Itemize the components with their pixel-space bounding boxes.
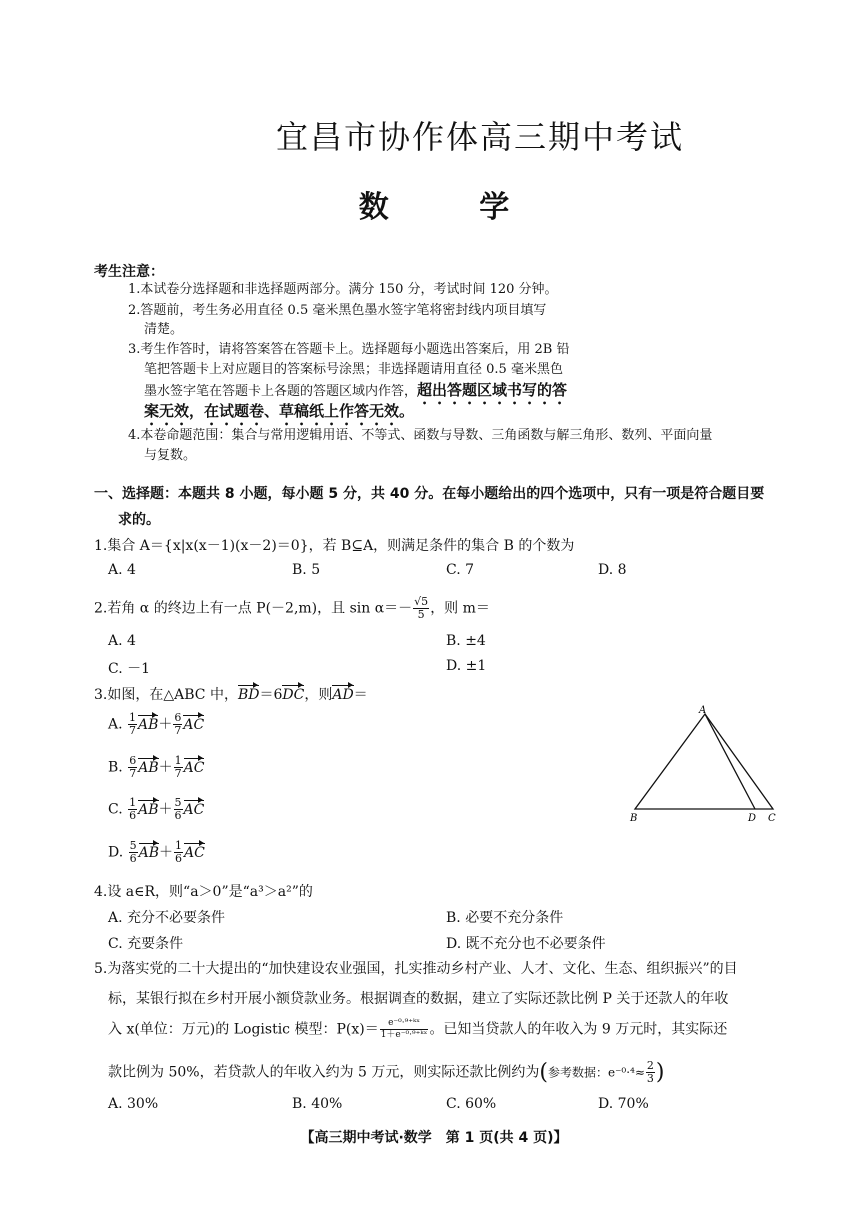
q1-option-d: D. 8	[598, 562, 627, 578]
q2-frac-num: √5	[414, 595, 429, 608]
question-5-line2: 标，某银行拟在乡村开展小额贷款业务。根据调查的数据，建立了实际还款比例 P 关于还款人的年收	[108, 991, 729, 1007]
vector-bd: BD	[237, 687, 260, 703]
frac-num: e⁻⁰·⁹⁺ᵏˣ	[380, 1018, 429, 1030]
frac-num: 1	[129, 711, 137, 724]
frac-den: 6	[129, 809, 137, 822]
q5-option-a: A. 30%	[108, 1096, 159, 1112]
q3-option-c	[108, 797, 204, 822]
frac-den: 7	[129, 724, 137, 737]
frac-den: 7	[129, 767, 137, 780]
q4-option-c: C. 充要条件	[108, 936, 184, 952]
q5-text-2: 。已知当贷款人的年收入为 9 万元时，其实际还	[429, 1021, 728, 1038]
reference-data: 参考数据：e⁻⁰·⁴≈	[547, 1065, 645, 1080]
question-2	[94, 596, 490, 621]
q3-option-d	[108, 840, 205, 865]
notice-item-2-cont: 清楚。	[144, 322, 184, 337]
option-frac-1	[128, 712, 137, 737]
q2-option-a: A. 4	[108, 633, 136, 649]
vector-ab: AB	[138, 716, 159, 733]
notice-item-3-cont1: 笔把答题卡上对应题目的答案标号涂黑；非选择题请用直径 0.5 毫米黑色	[144, 362, 563, 377]
paren-open: (	[539, 1060, 548, 1085]
option-label: C.	[108, 801, 123, 818]
plus-sign: ＋	[158, 801, 173, 818]
option-label: D.	[108, 844, 124, 861]
q3-text-end: ＝	[353, 687, 368, 703]
option-frac-1	[128, 797, 137, 822]
q3-text-2: ，则	[304, 687, 333, 703]
frac-den: 1＋e⁻⁰·⁹⁺ᵏˣ	[380, 1030, 428, 1040]
frac-den: 3	[646, 1072, 654, 1085]
frac-num: 6	[129, 754, 137, 767]
q5-option-d: D. 70%	[598, 1096, 649, 1112]
q5-option-c: C. 60%	[446, 1096, 497, 1112]
notice-item-2: 2.答题前，考生务必用直径 0.5 毫米黑色墨水签字笔将密封线内项目填写	[128, 303, 547, 318]
vector-ac: AC	[183, 759, 205, 776]
frac-num: 1	[129, 796, 137, 809]
label-c: C	[768, 813, 776, 824]
vector-ab: AB	[138, 759, 159, 776]
segment-ad	[705, 714, 755, 809]
frac-num: 5	[129, 839, 137, 852]
notice-item-4-cont: 与复数。	[144, 448, 197, 463]
frac-den: 7	[174, 724, 182, 737]
frac-num: 5	[174, 796, 182, 809]
frac-num: 1	[174, 754, 182, 767]
reference-fraction	[646, 1060, 655, 1085]
q4-option-b: B. 必要不充分条件	[446, 910, 564, 926]
q2-option-c: C. －1	[108, 661, 151, 677]
vector-dc: DC	[282, 687, 305, 703]
q3-eq: ＝6	[259, 687, 283, 703]
option-label: A.	[108, 716, 123, 733]
q1-option-b: B. 5	[292, 562, 321, 578]
question-4: 4.设 a∈R，则“a＞0”是“a³＞a²”的	[94, 884, 313, 900]
frac-den: 6	[129, 852, 137, 865]
frac-den: 7	[174, 767, 182, 780]
q5-text-3: 款比例为 50%，若贷款人的年收入约为 5 万元，则实际还款比例约为	[108, 1064, 540, 1081]
q2-text: 2.若角 α 的终边上有一点 P(－2,m)，且 sin α＝－	[94, 600, 413, 617]
notice-item-4: 4.本卷命题范围：集合与常用逻辑用语、不等式、函数与导数、三角函数与解三角形、数列、平面向量	[128, 428, 713, 443]
logistic-fraction	[380, 1018, 429, 1041]
option-frac-1	[129, 840, 138, 865]
q3-option-b	[108, 755, 204, 780]
plus-sign: ＋	[158, 759, 173, 776]
frac-num: 2	[646, 1059, 654, 1072]
question-1: 1.集合 A＝{x|x(x－1)(x－2)＝0}，若 B⊆A，则满足条件的集合 B 的个数为	[94, 538, 575, 554]
vector-ad: AD	[332, 687, 354, 703]
q4-option-d: D. 既不充分也不必要条件	[446, 936, 606, 952]
vector-ab: AB	[138, 801, 159, 818]
section-heading-cont: 求的。	[118, 512, 160, 528]
q2-option-b: B. ±4	[446, 633, 486, 649]
notice-emphasis-2: 案无效，在试题卷、草稿纸上作答无效。	[144, 402, 415, 420]
q5-option-b: B. 40%	[292, 1096, 343, 1112]
option-label: B.	[108, 759, 123, 776]
question-5-line3	[108, 1018, 727, 1041]
vector-ac: AC	[183, 716, 205, 733]
q3-option-a	[108, 712, 204, 737]
exam-title: 宜昌市协作体高三期中考试	[275, 118, 684, 156]
q1-option-a: A. 4	[108, 562, 136, 578]
notice-emphasis-1: 超出答题区域书写的答	[417, 381, 568, 399]
frac-den: 6	[175, 852, 183, 865]
notice-item-1: 1.本试卷分选择题和非选择题两部分。满分 150 分，考试时间 120 分钟。	[128, 282, 558, 297]
vector-ac: AC	[184, 844, 205, 861]
label-d: D	[748, 813, 757, 824]
subject-title: 数 学	[358, 190, 550, 225]
question-5-line4	[108, 1060, 665, 1085]
frac-den: 6	[174, 809, 182, 822]
triangle-abc	[635, 714, 773, 809]
question-5-line1: 5.为落实党的二十大提出的“加快建设农业强国，扎实推动乡村产业、人才、文化、生态、组织振兴”的目	[94, 961, 738, 977]
vector-ac: AC	[183, 801, 205, 818]
q3-text: 3.如图，在△ABC 中，	[94, 687, 238, 703]
q1-option-c: C. 7	[446, 562, 475, 578]
vector-ab: AB	[138, 844, 160, 861]
page-footer: 【高三期中考试·数学 第 1 页(共 4 页)】	[300, 1130, 568, 1146]
plus-sign: ＋	[159, 844, 174, 861]
option-frac-2	[174, 797, 183, 822]
option-frac-1	[128, 755, 137, 780]
q2-text-end: ，则 m＝	[430, 600, 490, 617]
frac-num: 6	[174, 711, 182, 724]
option-frac-2	[173, 712, 182, 737]
q4-option-a: A. 充分不必要条件	[108, 910, 226, 926]
notice-heading: 考生注意：	[94, 264, 164, 280]
option-frac-2	[174, 840, 183, 865]
q2-option-d: D. ±1	[446, 658, 487, 674]
frac-num: 1	[175, 839, 183, 852]
option-frac-2	[174, 755, 183, 780]
paren-close: )	[655, 1060, 665, 1085]
q2-fraction	[413, 596, 429, 621]
section-heading: 一、选择题：本题共 8 小题，每小题 5 分，共 40 分。在每小题给出的四个选项中，只有一项是符合题目要	[94, 486, 765, 502]
q5-text: 入 x(单位：万元)的 Logistic 模型：P(x)＝	[108, 1021, 379, 1038]
q2-frac-den: 5	[417, 608, 425, 621]
question-3	[94, 684, 368, 704]
label-b: B	[630, 813, 638, 824]
label-a: A	[699, 705, 707, 716]
notice-item-3-text: 墨水签字笔在答题卡上各题的答题区域内作答，	[144, 384, 418, 399]
notice-item-3: 3.考生作答时，请将答案答在答题卡上。选择题每小题选出答案后，用 2B 铅	[128, 342, 570, 357]
triangle-figure	[624, 702, 784, 826]
plus-sign: ＋	[158, 716, 173, 733]
